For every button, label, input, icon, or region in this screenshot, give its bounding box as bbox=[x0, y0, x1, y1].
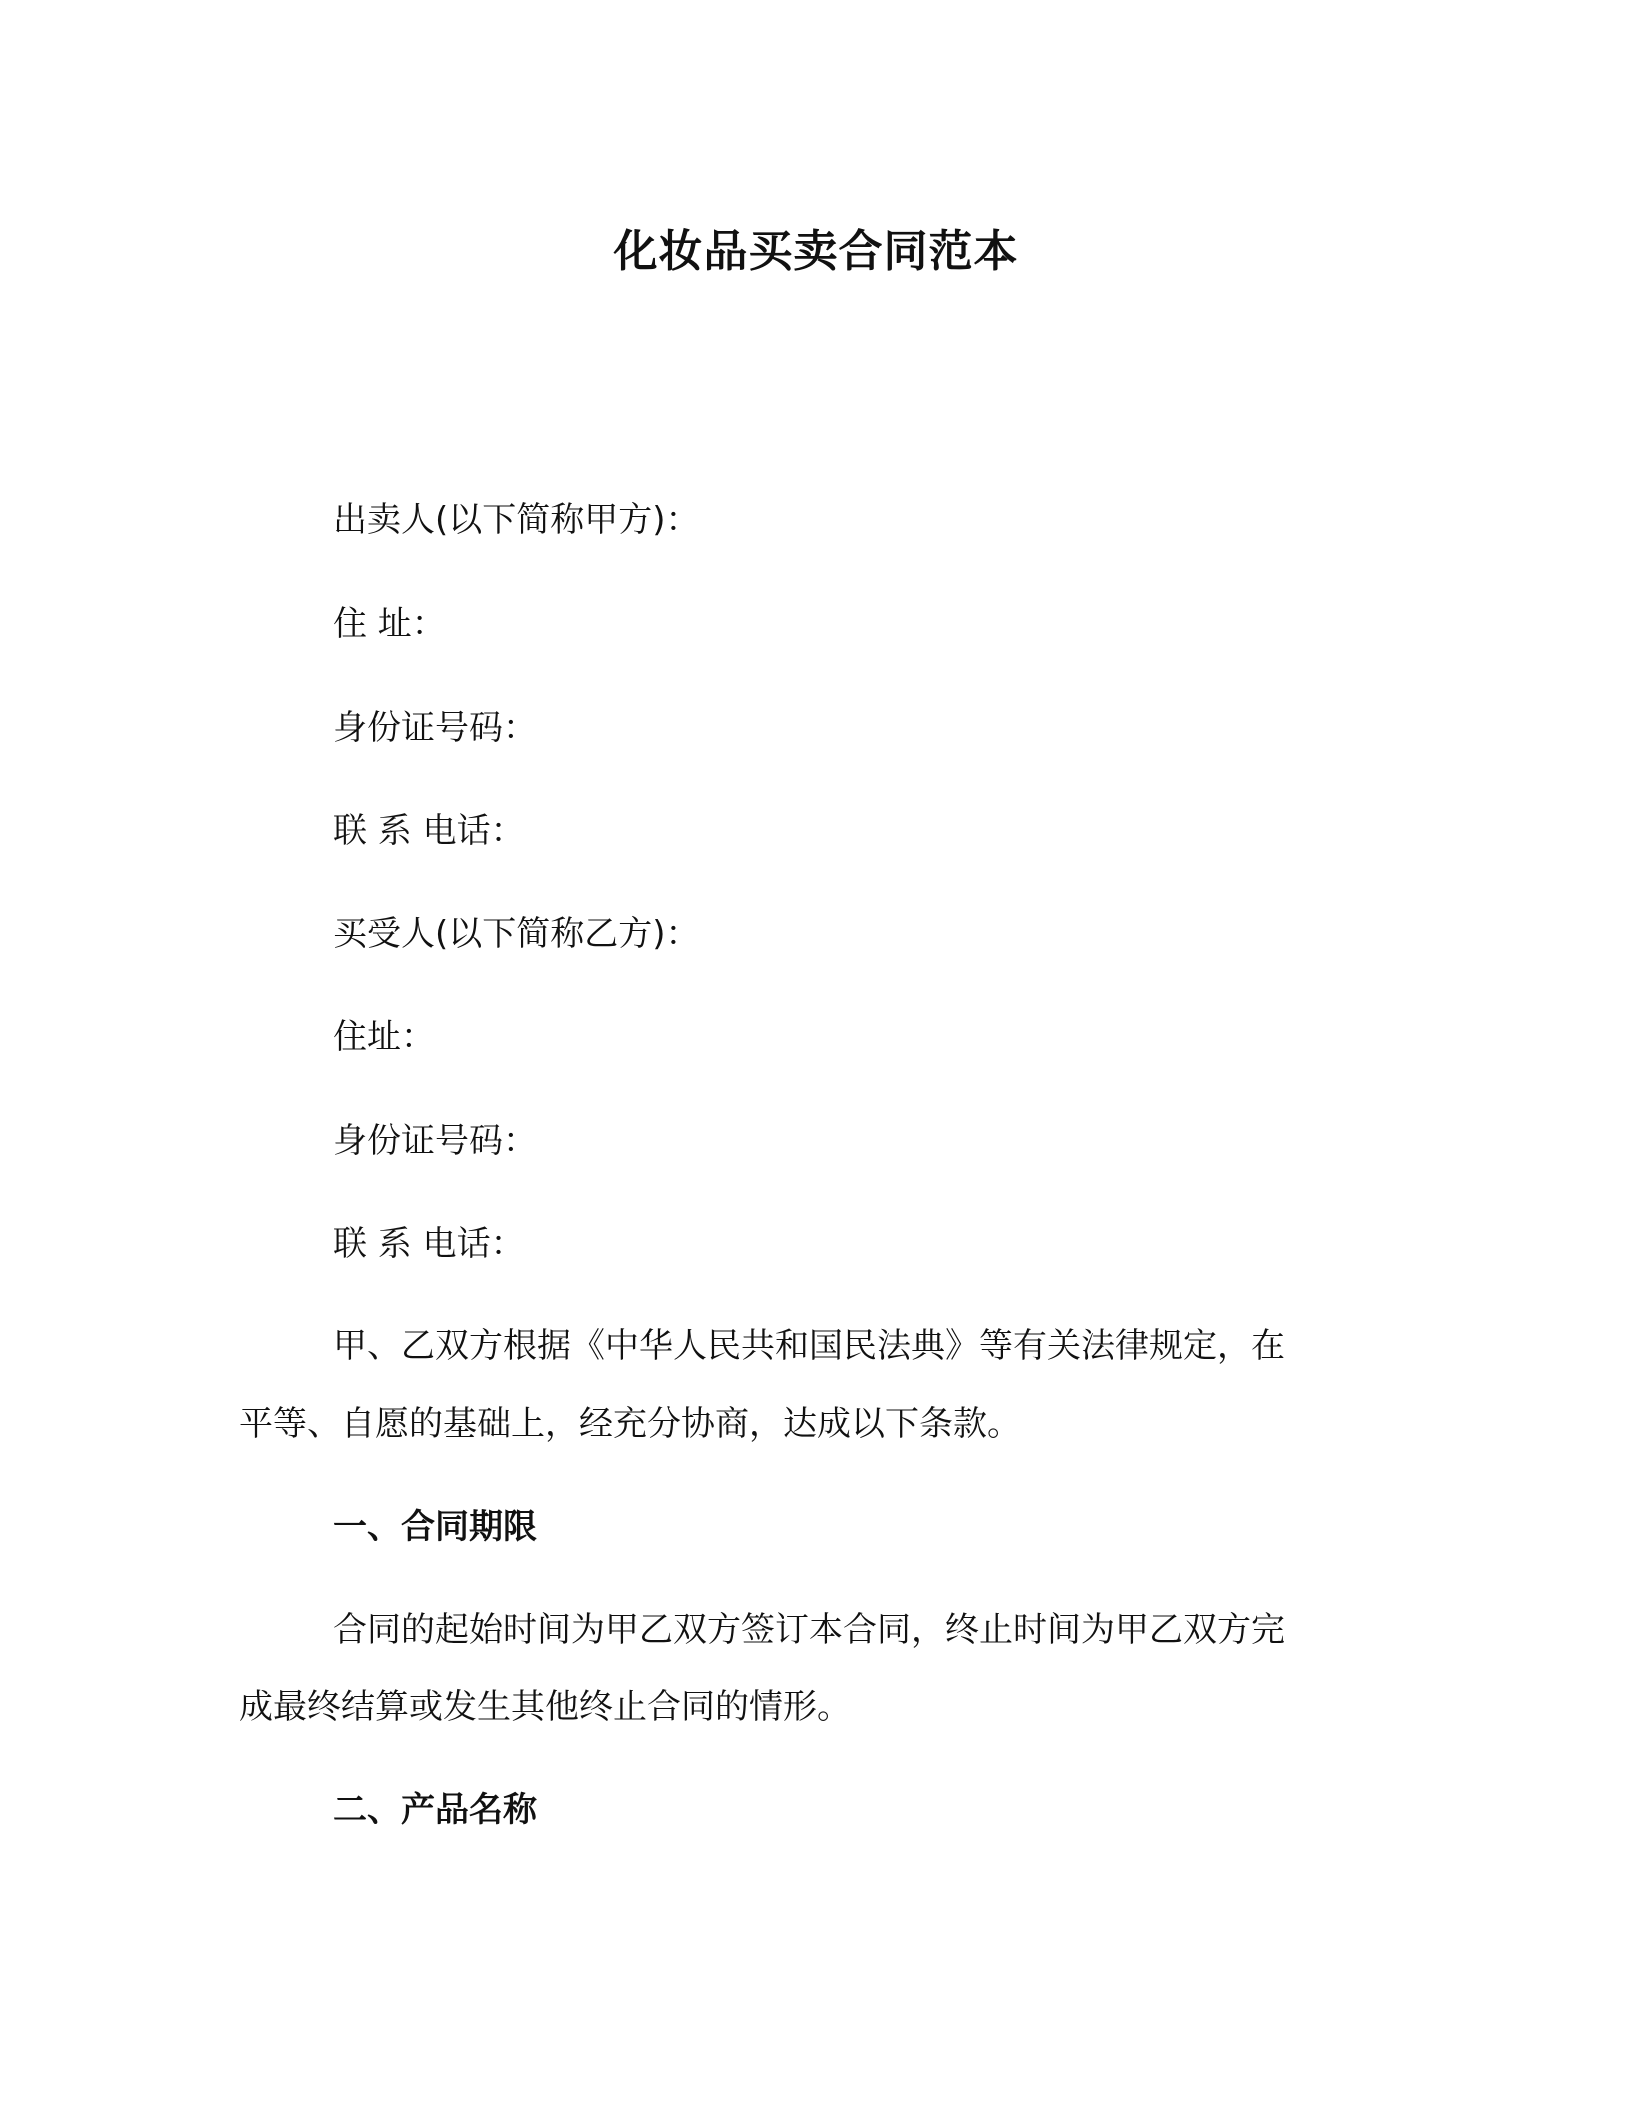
section-1-line-2: 成最终结算或发生其他终止合同的情形。 bbox=[239, 1687, 851, 1727]
seller-id-number: 身份证号码： bbox=[333, 708, 537, 748]
section-2-heading: 二、产品名称 bbox=[333, 1790, 537, 1830]
buyer-id-number: 身份证号码： bbox=[333, 1121, 537, 1161]
seller-address: 住 址： bbox=[333, 604, 446, 644]
seller-phone: 联 系 电话： bbox=[333, 811, 525, 851]
section-1-line-1: 合同的起始时间为甲乙双方签订本合同，终止时间为甲乙双方完 bbox=[333, 1610, 1285, 1650]
buyer-address: 住址： bbox=[333, 1017, 435, 1057]
document-title: 化妆品买卖合同范本 bbox=[613, 226, 1019, 277]
buyer-label: 买受人(以下简称乙方)： bbox=[333, 914, 700, 954]
preamble-line-2: 平等、自愿的基础上，经充分协商，达成以下条款。 bbox=[239, 1404, 1021, 1444]
seller-label: 出卖人(以下简称甲方)： bbox=[333, 500, 700, 540]
preamble-line-1: 甲、乙双方根据《中华人民共和国民法典》等有关法律规定，在 bbox=[333, 1326, 1285, 1366]
buyer-phone: 联 系 电话： bbox=[333, 1224, 525, 1264]
section-1-heading: 一、合同期限 bbox=[333, 1507, 537, 1547]
